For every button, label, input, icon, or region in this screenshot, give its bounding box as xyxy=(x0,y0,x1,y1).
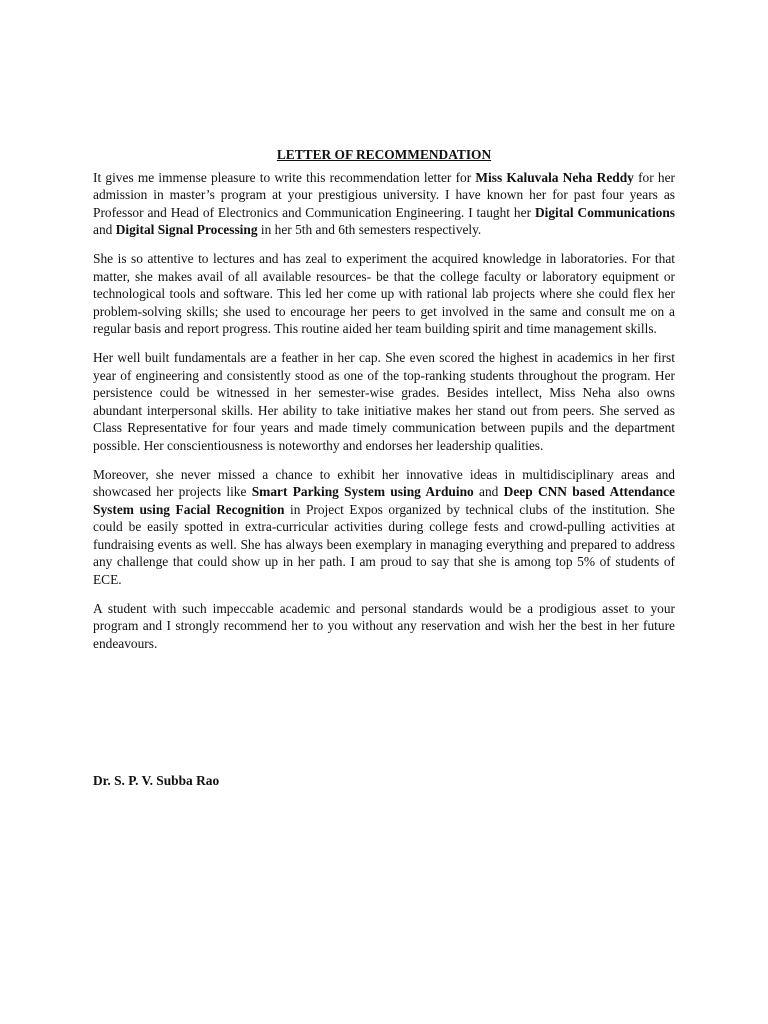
course-digital-signal-processing: Digital Signal Processing xyxy=(115,222,258,238)
student-name: Miss Kaluvala Neha Reddy xyxy=(475,169,634,185)
project-deep-cnn-attendance: Deep CNN based Attendance System using Facial Recognition xyxy=(93,484,675,517)
paragraph-projects xyxy=(93,466,675,589)
project-smart-parking: Smart Parking System using Arduino xyxy=(251,484,474,500)
projects-text-1: Moreover, she never missed a chance to exhibit her innovative ideas in multidisciplinary areas and showcased her projects like xyxy=(93,466,675,500)
projects-text-2: and xyxy=(473,484,504,500)
intro-text-1: It gives me immense pleasure to write this recommendation letter for xyxy=(93,169,476,185)
intro-text-4: in her 5th and 6th semesters respectively. xyxy=(257,222,482,238)
paragraph-academics: Her well built fundamentals are a feather in her cap. She even scored the highest in academics in her first year of engineering and consistently stood as one of the top-ranking students throughout the program. Her persistence could be witnessed in her semester-wise grades. Besides intellect, Miss Neha also owns abundant interpersonal skills. Her ability to take initiative makes her stand out from peers. She served as Class Representative for four years and made timely communication between pupils and the department possible. Her conscientiousness is noteworthy and endorses her leadership qualities. xyxy=(93,349,675,453)
letter-title: LETTER OF RECOMMENDATION xyxy=(276,147,492,162)
paragraph-lab-skills: She is so attentive to lectures and has zeal to experiment the acquired knowledge in laboratories. For that matter, she makes avail of all available resources- be that the college faculty or laboratory equipment or technological tools and software. This led her come up with rational lab projects where she could flex her problem-solving skills; she used to encourage her peers to get involved in the same and consult me on a regular basis and report progress. This routine aided her team building spirit and time management skills. xyxy=(93,250,675,337)
projects-text-3: in Project Expos organized by technical clubs of the institution. She could be easily spotted in extra-curricular activities during college fests and crowd-pulling activities at fundraising events as well. She has always been exemplary in managing everything and prepared to address any challenge that could show up in her path. I am proud to say that she is among top 5% of students of ECE. xyxy=(93,501,675,588)
paragraph-introduction xyxy=(93,169,675,239)
letter-body xyxy=(93,146,675,663)
intro-text-3: and xyxy=(93,222,116,238)
intro-text-2: for her admission in master’s program at your prestigious university. I have known her for past four years as Professor and Head of Electronics and Communication Engineering. I taught her xyxy=(93,169,675,220)
course-digital-communications: Digital Communications xyxy=(534,204,675,220)
signature-name: Dr. S. P. V. Subba Rao xyxy=(93,773,220,788)
paragraph-closing: A student with such impeccable academic and personal standards would be a prodigious asset to your program and I strongly recommend her to you without any reservation and wish her the best in her future endeavours. xyxy=(93,600,675,651)
